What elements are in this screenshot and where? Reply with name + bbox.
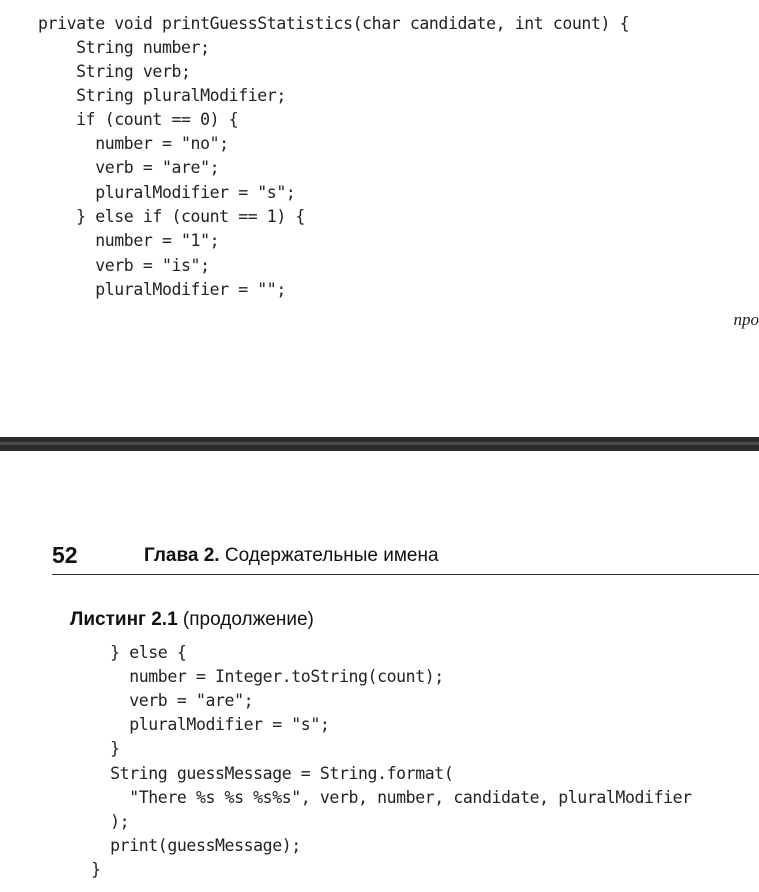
code-line: pluralModifier = ""; [38, 280, 286, 299]
code-line: ); [72, 812, 130, 831]
continued-marker: про [733, 310, 759, 329]
code-line: String number; [38, 38, 210, 57]
listing-title [70, 609, 314, 631]
chapter-title [144, 545, 439, 567]
code-line: String pluralModifier; [38, 86, 286, 105]
code-line: } else { [72, 643, 187, 662]
code-line: pluralModifier = "s"; [38, 183, 296, 202]
code-line: private void printGuessStatistics(char candidate, int count) { [38, 14, 630, 33]
code-line: String verb; [38, 62, 191, 81]
header-rule [52, 574, 759, 575]
listing-suffix: (продолжение) [177, 609, 314, 630]
code-line: verb = "are"; [72, 691, 254, 710]
code-line: number = "no"; [38, 134, 229, 153]
code-line: String guessMessage = String.format( [72, 764, 454, 783]
page-divider [0, 437, 759, 451]
code-line: verb = "are"; [38, 158, 220, 177]
code-line: print(guessMessage); [72, 836, 301, 855]
chapter-name: Содержательные имена [219, 545, 439, 566]
page-number: 52 [52, 542, 78, 568]
page-divider-line [0, 442, 759, 445]
code-line: "There %s %s %s%s", verb, number, candidate, pluralModifier [72, 788, 692, 807]
code-line: } [72, 739, 120, 758]
listing-label: Листинг 2.1 [70, 609, 178, 630]
code-line: number = Integer.toString(count); [72, 667, 444, 686]
chapter-label: Глава 2. [144, 545, 220, 566]
code-line: } else if (count == 1) { [38, 207, 305, 226]
code-line: verb = "is"; [38, 256, 210, 275]
code-line: } [72, 860, 101, 879]
code-line: number = "1"; [38, 231, 220, 250]
code-line: if (count == 0) { [38, 110, 239, 129]
code-line: pluralModifier = "s"; [72, 715, 330, 734]
